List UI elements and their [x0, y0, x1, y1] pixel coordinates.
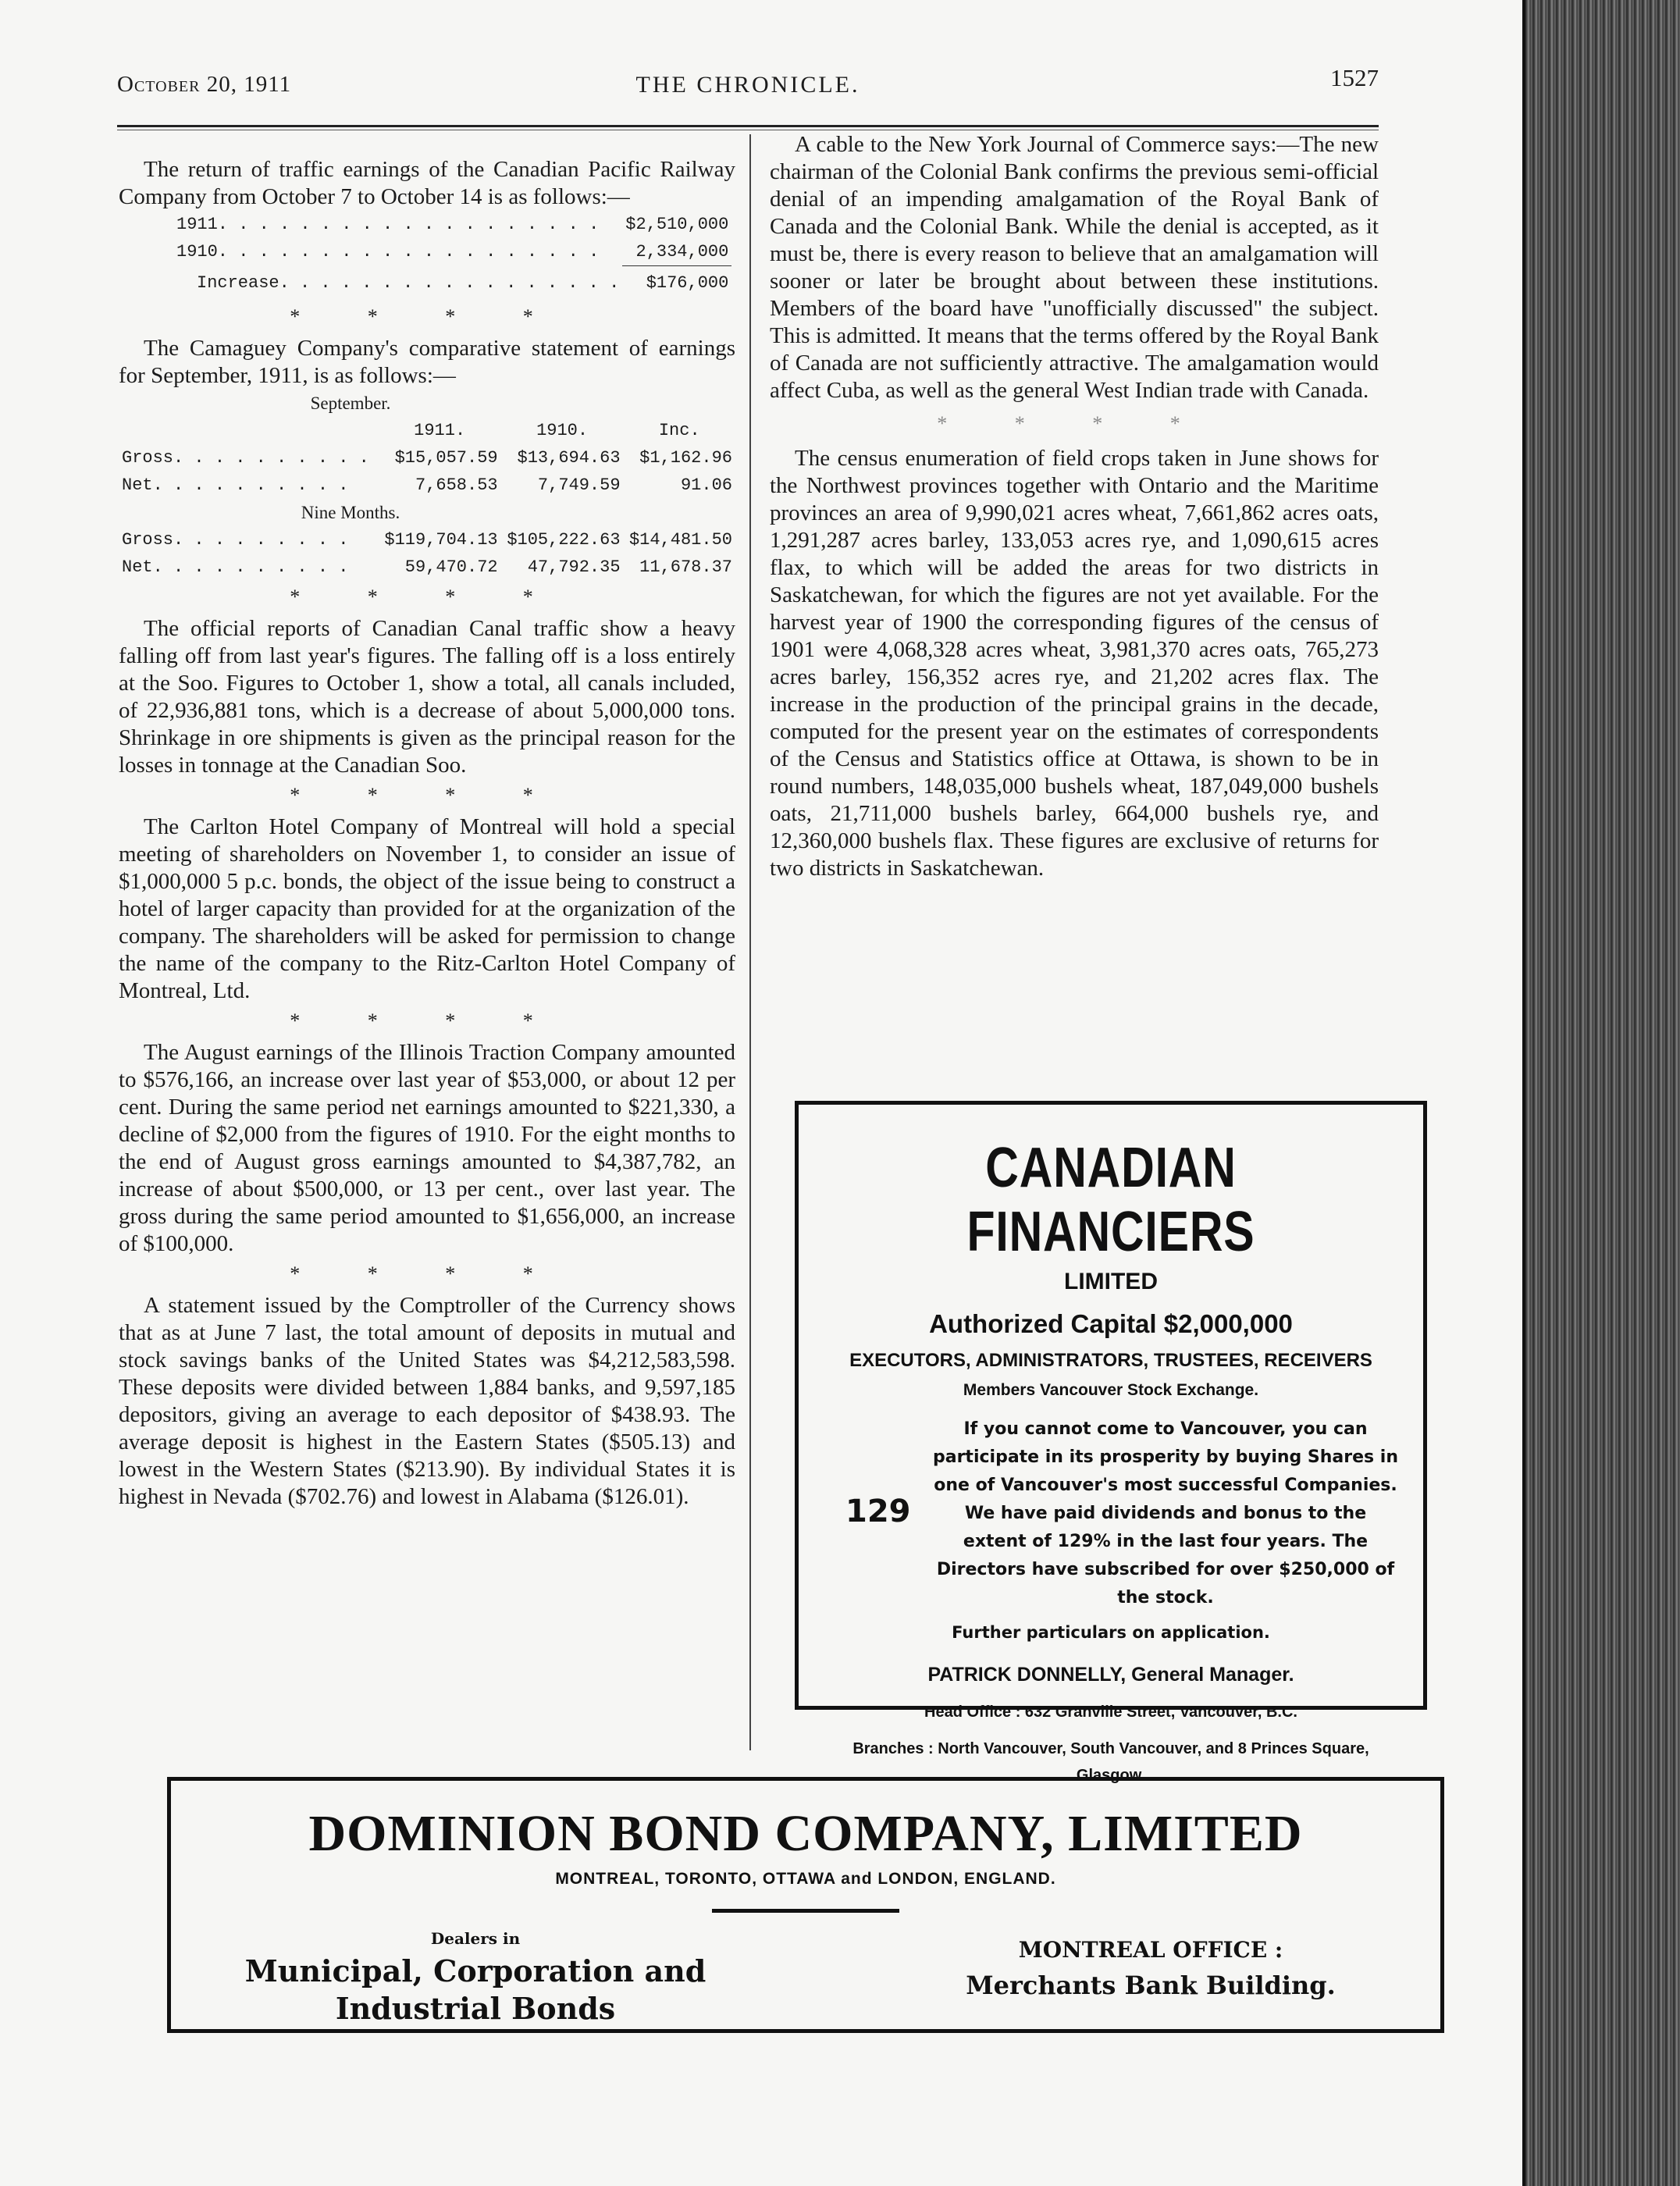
camaguey-table	[119, 390, 735, 581]
ad-office-label: MONTREAL OFFICE :	[1018, 1937, 1283, 1963]
dominion-bond-ad	[167, 1777, 1444, 2033]
comptroller-paragraph: A statement issued by the Comptroller of the Currency shows that as at June 7 last, the total amount of deposits in mutual and stock savings banks of the United States was $4,212,583,598. These deposits were divided between 1,884 banks, and 9,597,185 depositors, giving an average to each depositor of $438.93. The average deposit is highest in the Eastern States ($505.13) and lowest in the Western States ($213.90). By individual States it is highest in Nevada ($702.76) and lowest in Alabama ($126.01).	[119, 1292, 735, 1509]
ad-members: Members Vancouver Stock Exchange.	[963, 1381, 1259, 1399]
row-label: Gross. . . . . . . . .	[122, 529, 349, 550]
cpr-increase-label: Increase. . . . . . . . . . . . . . . . .	[197, 273, 620, 293]
page-header	[117, 64, 1379, 103]
ad-body-text: If you cannot come to Vancouver, you can participate in its prosperity by buying Shares in one of Vancouver's most successful Companies. We have paid dividends and bonus to the extent of 129% in the last four years. The Directors have subscribed for over $250,000 of the stock.	[932, 1419, 1399, 1607]
ad-title: DOMINION BOND COMPANY, LIMITED	[308, 1805, 1303, 1862]
cell: $13,694.63	[517, 447, 621, 468]
ad-cities: MONTREAL, TORONTO, OTTAWA and LONDON, ENGLAND.	[555, 1870, 1056, 1888]
ad-branches: Branches : North Vancouver, South Vancouver, and 8 Princes Square, Glasgow.	[852, 1740, 1369, 1784]
ad-bonds-line: Municipal, Corporation and	[244, 1953, 707, 1988]
table-row	[173, 266, 731, 301]
census-paragraph: The census enumeration of field crops taken in June shows for the Northwest provinces together with Ontario and the Maritime provinces an area of 9,990,021 acres wheat, 7,661,862 acres oats, 1,291,287 acres barley, 133,053 acres rye, and 1,090,615 acres flax, to which will be added the areas for two districts in Saskatchewan, for which the figures are not yet available. For the harvest year of 1900 the corresponding figures of the census of 1901 were 4,068,328 acres wheat, 3,981,370 acres oats, 765,273 acres barley, 156,352 acres rye, and 21,202 acres flax. The increase in the production of the principal grains in the decade, computed for the present year on the estimates of correspondents of the Census and Statistics office at Ottawa, is shown to be in round numbers, 148,035,000 bushels wheat, 187,049,000 bushels oats, 21,711,000 bushels barley, 664,000 bushels rye, and 12,360,000 bushels flax. These figures are exclusive of returns for two districts in Saskatchewan.	[770, 446, 1379, 881]
camaguey-paragraph: The Camaguey Company's comparative statement of earnings for September, 1911, is as follows:—	[119, 335, 735, 388]
section-separator: * * * *	[290, 1009, 564, 1032]
carlton-paragraph: The Carlton Hotel Company of Montreal will hold a special meeting of shareholders on November 1, to consider an issue of $1,000,000 5 p.c. bonds, the object of the issue being to construct a hotel of larger capacity than provided for at the organization of the company. The shareholders will be asked for permission to change the name of the company to the Ritz-Carlton Hotel Company of Montreal, Ltd.	[119, 814, 735, 1003]
table-row	[119, 526, 735, 554]
publication-title: THE CHRONICLE.	[635, 72, 860, 98]
row-label: Gross. . . . . . . . . .	[122, 447, 369, 468]
table-row	[119, 554, 735, 581]
ad-side-number: 129	[845, 1494, 911, 1529]
cpr-row-label: 1911. . . . . . . . . . . . . . . . . . .	[176, 215, 600, 234]
issue-date: October 20, 1911	[117, 72, 292, 97]
ad-office-block	[956, 1937, 1346, 2000]
section-separator: * * * *	[937, 412, 1212, 435]
section-separator: * * * *	[290, 1262, 564, 1285]
cell: 91.06	[680, 475, 732, 495]
row-label: Net. . . . . . . . . .	[122, 475, 349, 495]
cell: $105,222.63	[507, 529, 621, 550]
ad-title: CANADIAN FINANCIERS	[966, 1137, 1255, 1263]
table-row	[119, 444, 735, 472]
cell: 7,749.59	[537, 475, 621, 495]
cell: 7,658.53	[415, 475, 498, 495]
table-row	[119, 472, 735, 499]
ad-manager: PATRICK DONNELLY, General Manager.	[927, 1664, 1294, 1686]
cpr-row-label: 1910. . . . . . . . . . . . . . . . . . .	[176, 242, 600, 262]
ad-dealers-label: Dealers in	[430, 1929, 521, 1948]
header-rule	[117, 125, 1379, 130]
table-subheading: Nine Months.	[301, 502, 400, 522]
section-separator: * * * *	[290, 783, 564, 806]
column-header: Inc.	[658, 420, 700, 440]
section-separator: * * * *	[290, 585, 564, 608]
cell: 59,470.72	[404, 557, 498, 577]
ad-dealers-block	[241, 1929, 710, 2028]
cpr-table	[173, 211, 735, 301]
right-column	[770, 131, 1379, 882]
section-separator: * * * *	[290, 304, 564, 328]
cell: 11,678.37	[639, 557, 732, 577]
ad-limited: LIMITED	[1064, 1269, 1158, 1294]
row-label: Net. . . . . . . . . .	[122, 557, 349, 577]
canal-paragraph: The official reports of Canadian Canal traffic show a heavy falling off from last year's figures. The falling off is a loss entirely at the Soo. Figures to October 1, show a total, all canals included, of 22,936,881 tons, which is a decrease of about 5,000,000 tons. Shrinkage in ore shipments is given as the principal reason for the losses in tonnage at the Canadian Soo.	[119, 615, 735, 778]
table-row	[119, 390, 735, 417]
table-header-row	[119, 417, 735, 444]
column-header: 1911.	[414, 420, 466, 440]
ad-capital: Authorized Capital $2,000,000	[929, 1309, 1293, 1338]
cell: $119,704.13	[384, 529, 498, 550]
ad-bonds-line: Industrial Bonds	[335, 1991, 616, 2026]
left-column	[119, 156, 735, 1511]
ad-further: Further particulars on application.	[952, 1623, 1270, 1642]
column-divider	[749, 134, 751, 1750]
page-number: 1527	[1330, 64, 1379, 91]
table-row	[173, 211, 731, 238]
cpr-increase-value: $176,000	[646, 273, 729, 294]
ad-head-office: Head Office : 632 Granville Street, Vancouver, B.C.	[924, 1704, 1297, 1721]
table-subheading: September.	[310, 393, 391, 413]
cpr-row-value: 2,334,000	[622, 238, 731, 266]
canadian-financiers-ad	[795, 1101, 1427, 1784]
ad-office-building: Merchants Bank Building.	[966, 1971, 1336, 2000]
table-row	[173, 238, 731, 266]
ad-divider	[712, 1909, 899, 1913]
cell: $14,481.50	[628, 529, 732, 550]
cell: $1,162.96	[639, 447, 732, 468]
column-header: 1910.	[536, 420, 589, 440]
cell: $15,057.59	[394, 447, 498, 468]
cpr-row-value: $2,510,000	[625, 215, 729, 234]
cell: 47,792.35	[527, 557, 621, 577]
cpr-paragraph: The return of traffic earnings of the Canadian Pacific Railway Company from October 7 to October 14 is as follows:—	[119, 157, 735, 209]
table-row	[119, 499, 735, 526]
ad-body	[845, 1415, 1400, 1612]
ad-roles: EXECUTORS, ADMINISTRATORS, TRUSTEES, RECEIVERS	[849, 1350, 1372, 1371]
book-binding-edge	[1522, 0, 1680, 2186]
illinois-paragraph: The August earnings of the Illinois Traction Company amounted to $576,166, an increase over last year of $53,000, or about 12 per cent. During the same period net earnings amounted to $221,330, a decline of $2,000 from the figures of 1910. For the eight months to the end of August gross earnings amounted to $4,387,782, an increase of about $500,000, or 13 per cent., over last year. The gross during the same period amounted to $1,656,000, an increase of $100,000.	[119, 1039, 735, 1256]
cable-paragraph: A cable to the New York Journal of Commerce says:—The new chairman of the Colonial Bank confirms the previous semi-official denial of an impending amalgamation of the Royal Bank of Canada and the Colonial Bank. While the denial is accepted, as it must be, there is every reason to believe that an amalgamation will sooner or later be brought about between these institutions. Members of the board have "unofficially discussed" the subject. This is admitted. It means that the terms offered by the Royal Bank of Canada are not sufficiently attractive. The amalgamation would affect Cuba, as well as the general West Indian trade with Canada.	[770, 132, 1379, 403]
